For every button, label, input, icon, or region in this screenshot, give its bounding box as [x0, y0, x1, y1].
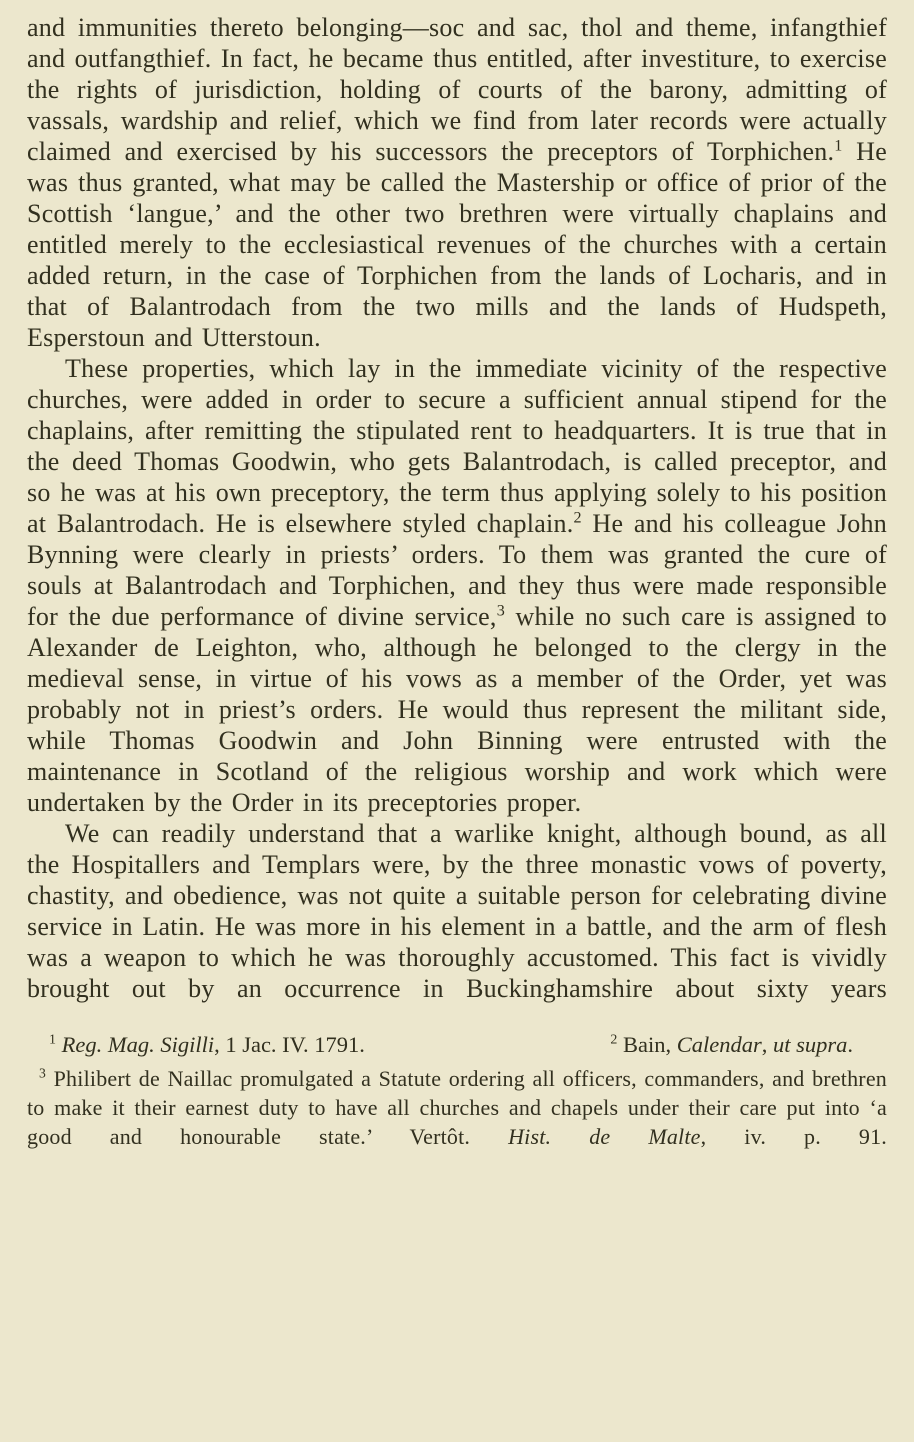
footnote-row	[27, 1030, 887, 1060]
footnote-marker: 3	[496, 602, 505, 620]
footnote: $^1$ Reg. Mag. Sigilli, 1 Jac. IV. 1791.	[49, 1032, 365, 1057]
footnote-marker: 1	[49, 1032, 56, 1048]
italic-text: Hist. de Malte	[508, 1124, 701, 1149]
paragraph: We can readily understand that a warlike knight, although bound, as all the Hospitallers and Templars were, by the three monastic vows of poverty, chastity, and obedience, was not quite a suitable person for celebrating divine service in Latin. He was more in his element in a battle, and the arm of flesh was a weapon to which he was thoroughly accustomed. This fact is vividly brought out by an occurrence in Buckinghamshire about sixty years	[27, 819, 887, 1003]
footnote-marker: 3	[39, 1065, 47, 1081]
page-body-text	[27, 12, 887, 1004]
italic-text: ut supra	[772, 1032, 848, 1057]
footnote-marker: 2	[610, 1032, 618, 1048]
paragraph: These properties, which lay in the immediate vicinity of the respective churches, were added in order to secure a sufficient annual stipend for the chaplains, after remitting the stipulated rent to headquarters. It is true that in the deed Thomas Goodwin, who gets Balantrodach, is called preceptor, and so he was at his own preceptory, the term thus applying solely to his position at Balantrodach. He is elsewhere styled chaplain.$^2$ He and his colleague John Bynning were clearly in priests’ orders. To them was granted the cure of souls at Balantrodach and Torphichen, and they thus were made responsible for the due performance of divine service,$^3$ while no such care is assigned to Alexander de Leighton, who, although he belonged to the clergy in the medieval sense, in virtue of his vows as a member of the Order, yet was probably not in priest’s orders. He would thus represent the militant side, while Thomas Goodwin and John Binning were entrusted with the maintenance in Scotland of the religious worship and work which were undertaken by the Order in its preceptories proper.	[27, 354, 887, 817]
footnotes-section	[27, 1030, 887, 1151]
paragraph: and immunities thereto belonging—soc and sac, thol and theme, infangthief and outfangthief. In fact, he became thus entitled, after investiture, to exercise the rights of jurisdiction, holding of courts of the barony, admitting of vassals, wardship and relief, which we find from later records were actually claimed and exercised by his successors the preceptors of Torphichen.$^1$ He was thus granted, what may be called the Mastership or office of prior of the Scottish ‘langue,’ and the other two brethren were virtually chaplains and entitled merely to the ecclesiastical revenues of the churches with a certain added return, in the case of Torphichen from the lands of Locharis, and in that of Balantrodach from the two mills and the lands of Hudspeth, Esperstoun and Utterstoun.	[27, 13, 887, 352]
italic-text: Reg. Mag. Sigilli	[61, 1032, 215, 1057]
footnote-paragraph: $^3$ Philibert de Naillac promulgated a Statute ordering all officers, commanders, and brethren to make it their earnest duty to have all churches and chapels under their care put into ‘a good and honourable state.’ Vertôt. Hist. de Malte, iv. p. 91.	[27, 1065, 887, 1149]
italic-text: Calendar	[676, 1032, 762, 1057]
footnote: $^2$ Bain, Calendar, ut supra.	[610, 1032, 853, 1057]
footnote-marker: 1	[834, 137, 843, 155]
footnote-marker: 2	[573, 509, 582, 527]
